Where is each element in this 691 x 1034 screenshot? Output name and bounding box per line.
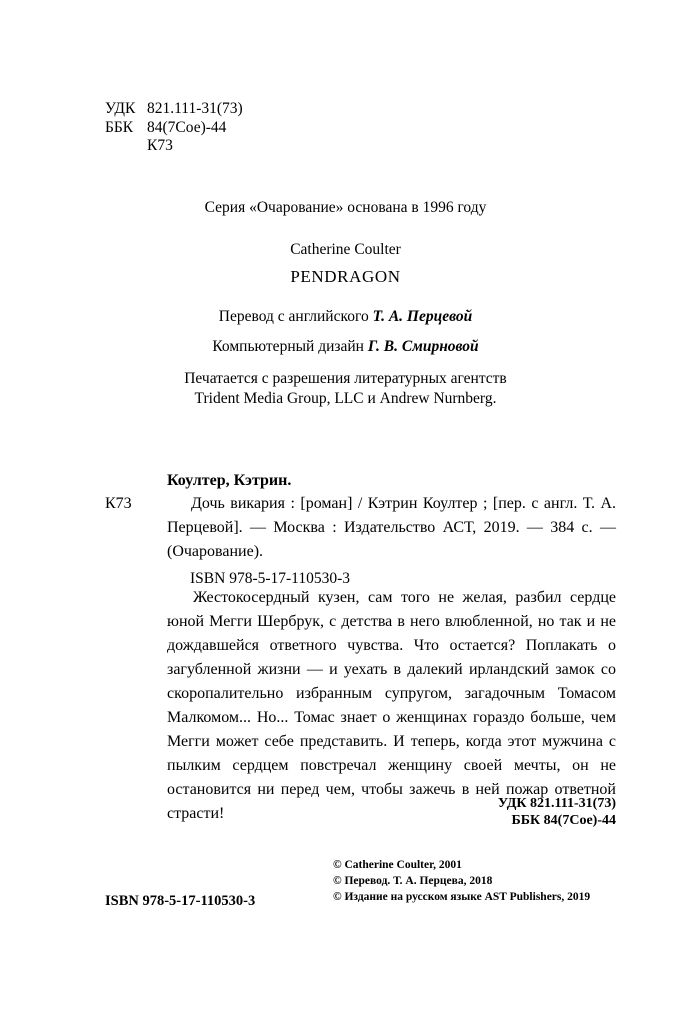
imprint-block (0, 198, 691, 409)
bbk-row (105, 119, 243, 138)
permission-note (0, 369, 691, 409)
permission-line-2: Trident Media Group, LLC и Andrew Nurnberg. (194, 390, 497, 407)
permission-line-1: Печатается с разрешения литературных агентств (184, 370, 507, 387)
record-body (105, 492, 616, 564)
record-author-heading: Коултер, Кэтрин. (167, 472, 292, 489)
bbk-value: 84(7Сое)-44 (147, 118, 227, 136)
original-author: Catherine Coulter (290, 241, 401, 258)
annotation-text: Жестокосердный кузен, сам того не желая, разбил сердце юной Мегги Шербрук, с детства в него влюбленной, но так и не дождавшейся ответного чувства. Что остается? Поплакать о загубленной жизни — и уехать в далекий ирландский замок со скоропалительно избранным супругом, загадочным Томасом Малкомом... Но... Томас знает о женщинах гораздо больше, чем Мегги может себе представить. И теперь, когда этот мужчина с пылким сердцем повстречал женщину своей мечты, он не остановится ни перед чем, чтобы зажечь в ней пожар ответной страсти! (167, 589, 616, 822)
copyright-line: © Перевод. Т. А. Перцева, 2018 (333, 875, 493, 887)
udk-row (105, 100, 243, 119)
design-credit (0, 337, 691, 357)
bibliographic-record (105, 470, 616, 591)
page-footer (0, 857, 691, 917)
bbk-line-bottom: ББК 84(7Сое)-44 (511, 813, 616, 828)
designer-name: Г. В. Смирновой (367, 338, 479, 355)
udk-value: 821.111-31(73) (147, 100, 243, 117)
copyright-list (333, 857, 590, 905)
udk-label: УДК (105, 100, 136, 117)
translation-label: Перевод с английского (218, 308, 369, 325)
classification-block-bottom (498, 795, 616, 829)
original-title: PENDRAGON (290, 267, 401, 286)
record-description: Дочь викария : [роман] / Кэтрин Коултер ; [пер. с англ. Т. А. Перцевой]. — Москва : Издательство АСТ, 2019. — 384 с. — (Очарование). (167, 495, 616, 560)
udk-line-bottom: УДК 821.111-31(73) (497, 796, 616, 811)
footer-isbn: ISBN 978-5-17-110530-3 (105, 893, 256, 909)
bbk-label: ББК (105, 118, 134, 136)
record-shelf-code: К73 (105, 495, 132, 512)
classification-block-top (105, 100, 243, 156)
copyright-line: © Издание на русском языке AST Publishers, 2019 (333, 891, 591, 903)
design-label: Компьютерный дизайн (212, 338, 364, 355)
series-line: Серия «Очарование» основана в 1996 году (204, 199, 487, 216)
translator-name: Т. А. Перцевой (372, 308, 473, 325)
translation-credit (0, 307, 691, 327)
copyright-line: © Catherine Coulter, 2001 (333, 859, 462, 871)
record-isbn: ISBN 978-5-17-110530-3 (190, 570, 351, 587)
author-code-top: К73 (147, 137, 173, 154)
